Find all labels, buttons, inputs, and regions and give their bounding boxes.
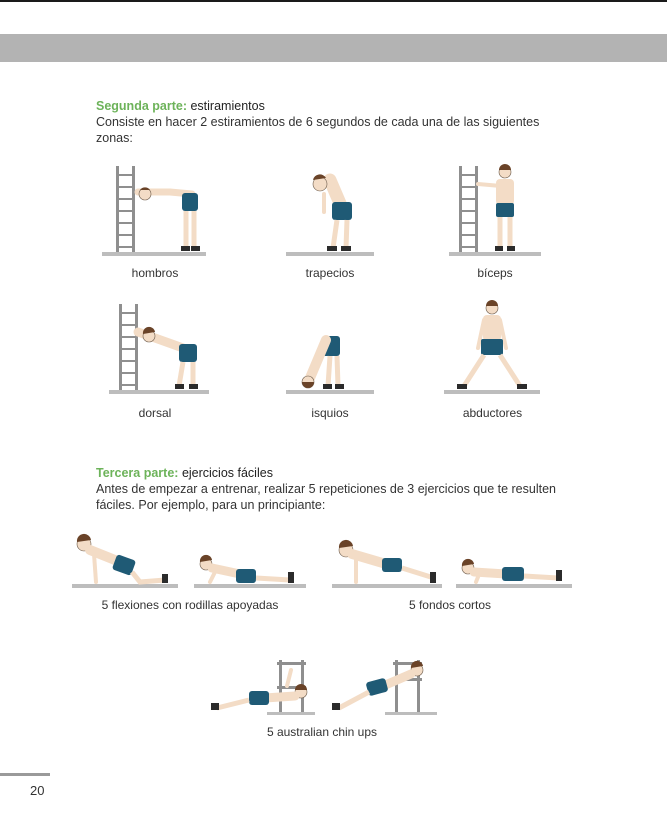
stretch-caption: abductores	[462, 406, 523, 420]
exercise-caption: 5 fondos cortos	[408, 598, 492, 612]
section2-heading	[96, 98, 265, 114]
dorsal-stretch-illustration	[105, 298, 215, 398]
stretch-caption: isquios	[311, 406, 349, 420]
australian-chinup-illustration	[205, 656, 440, 718]
shoulder-stretch-illustration	[100, 160, 210, 260]
section3-body: Antes de empezar a entrenar, realizar 5 repeticiones de 3 ejercicios que te resulten fáciles. Por ejemplo, para un principiante:	[96, 482, 556, 512]
knee-pushup-illustration	[70, 530, 310, 592]
section2-title: estiramientos	[190, 99, 265, 113]
section3-label: Tercera parte:	[96, 466, 179, 480]
header-band	[0, 34, 667, 62]
stretch-caption: dorsal	[138, 406, 172, 420]
stretch-caption: bíceps	[477, 266, 513, 280]
exercise-caption: 5 australian chin ups	[266, 725, 378, 739]
biceps-stretch-illustration	[445, 160, 545, 260]
abductor-stretch-illustration	[440, 298, 545, 398]
page-number: 20	[30, 783, 45, 798]
section3-heading	[96, 465, 273, 481]
short-pushup-illustration	[330, 536, 575, 592]
section3-title: ejercicios fáciles	[181, 466, 273, 480]
stretch-caption: hombros	[131, 266, 179, 280]
section2-body: Consiste en hacer 2 estiramientos de 6 segundos de cada una de las siguientes zonas:	[96, 115, 540, 145]
top-rule	[0, 0, 667, 2]
footer-rule	[0, 773, 50, 776]
hamstring-stretch-illustration	[280, 298, 380, 398]
section2-label: Segunda parte:	[96, 99, 187, 113]
exercise-caption: 5 flexiones con rodillas apoyadas	[101, 598, 279, 612]
trapezius-stretch-illustration	[280, 160, 380, 260]
stretch-caption: trapecios	[305, 266, 355, 280]
